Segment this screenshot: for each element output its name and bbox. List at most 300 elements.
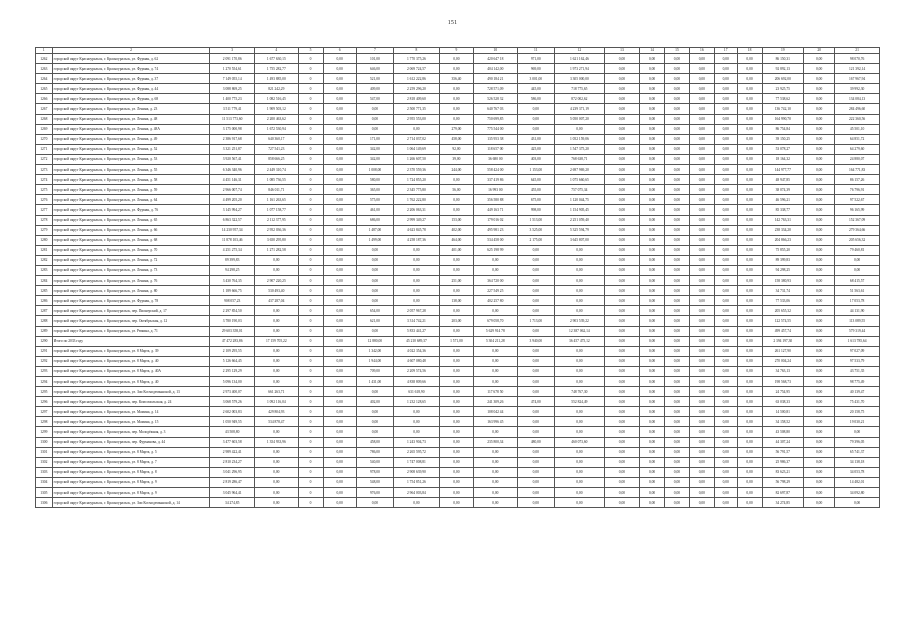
value-cell: 0,00 bbox=[664, 417, 689, 427]
address-cell: городской округ Красноуральск, г. Красноуральск, ул. Ленина, д. 55 bbox=[52, 165, 210, 175]
value-cell: 1 754 851,26 bbox=[394, 477, 440, 487]
column-header: 6 bbox=[323, 48, 356, 54]
value-cell: 0,00 bbox=[737, 84, 762, 94]
value-cell: 0,00 bbox=[356, 124, 393, 134]
value-cell: 0,00 bbox=[689, 205, 714, 215]
table-row bbox=[36, 104, 880, 114]
value-cell: 0,00 bbox=[356, 245, 393, 255]
value-cell: 94 298,25 bbox=[762, 265, 804, 275]
value-cell: 121 392,14 bbox=[835, 64, 880, 74]
value-cell: 79 460,81 bbox=[835, 245, 880, 255]
value-cell: 0,00 bbox=[604, 498, 639, 508]
row-number: 1275 bbox=[36, 185, 53, 195]
value-cell: 0,00 bbox=[474, 457, 518, 467]
value-cell: 0 bbox=[298, 54, 323, 64]
value-cell: 0,00 bbox=[517, 296, 554, 306]
value-cell: 0,00 bbox=[554, 407, 604, 417]
value-cell: 0,00 bbox=[664, 296, 689, 306]
column-header: 9 bbox=[439, 48, 473, 54]
value-cell: 0,00 bbox=[604, 467, 639, 477]
value-cell: 3 430 764,35 bbox=[210, 276, 255, 286]
value-cell: 0,00 bbox=[604, 134, 639, 144]
address-cell: городской округ Красноуральск, г. Красноуральск, ул. Мамина, д. 14 bbox=[52, 407, 210, 417]
address-cell: городской округ Красноуральск, г. Красноуральск, ул. Ленина, д. 52 bbox=[52, 144, 210, 154]
value-cell: 2 964 003,84 bbox=[394, 488, 440, 498]
value-cell: 0,00 bbox=[640, 104, 665, 114]
value-cell: 205 656,32 bbox=[835, 235, 880, 245]
value-cell: 0,00 bbox=[323, 397, 356, 407]
value-cell: 0,00 bbox=[323, 417, 356, 427]
value-cell: 0,00 bbox=[439, 407, 473, 417]
value-cell: 0 bbox=[298, 437, 323, 447]
value-cell: 455,00 bbox=[517, 185, 554, 195]
row-number: 1298 bbox=[36, 417, 53, 427]
row-number: 1263 bbox=[36, 64, 53, 74]
value-cell: 3 511 779,41 bbox=[210, 104, 255, 114]
value-cell: 404 142,00 bbox=[474, 64, 518, 74]
row-number: 1289 bbox=[36, 326, 53, 336]
value-cell: 0,00 bbox=[714, 336, 737, 346]
value-cell: 0 bbox=[298, 346, 323, 356]
value-cell: 364 720 00 bbox=[474, 276, 518, 286]
table-row bbox=[36, 417, 880, 427]
value-cell: 0,00 bbox=[640, 225, 665, 235]
value-cell: 0,00 bbox=[323, 467, 356, 477]
value-cell: 0 bbox=[298, 407, 323, 417]
value-cell: 0,00 bbox=[323, 134, 356, 144]
value-cell: 0,00 bbox=[517, 488, 554, 498]
address-cell: городской округ Красноуральск, г. Красноуральск, ул. Ленина, д. 58 bbox=[52, 175, 210, 185]
value-cell: 0,00 bbox=[714, 366, 737, 376]
value-cell: 0,00 bbox=[640, 366, 665, 376]
value-cell: 0,00 bbox=[689, 488, 714, 498]
value-cell: 530 493,40 bbox=[255, 286, 299, 296]
value-cell: 0,00 bbox=[737, 185, 762, 195]
value-cell: 0,00 bbox=[323, 457, 356, 467]
value-cell: 431,00 bbox=[517, 134, 554, 144]
value-cell: 0,00 bbox=[604, 165, 639, 175]
value-cell: 0,00 bbox=[323, 377, 356, 387]
value-cell: 495 981 23 bbox=[474, 225, 518, 235]
value-cell: 0,00 bbox=[640, 205, 665, 215]
address-cell: городской округ Красноуральск, г. Красноуральск, ул. Ленина, д. 23 bbox=[52, 104, 210, 114]
value-cell: 821 242,29 bbox=[255, 84, 299, 94]
table-body bbox=[36, 54, 880, 508]
address-cell: городской округ Красноуральск, г. Красноуральск, ул. Фурман, д. 44 bbox=[52, 84, 210, 94]
value-cell: 0,00 bbox=[604, 276, 639, 286]
value-cell: 0 bbox=[298, 165, 323, 175]
value-cell: 0,00 bbox=[737, 457, 762, 467]
value-cell: 0,00 bbox=[664, 195, 689, 205]
value-cell: 3 041 296,95 bbox=[210, 467, 255, 477]
value-cell: 490 184 21 bbox=[474, 74, 518, 84]
value-cell: 0,00 bbox=[689, 215, 714, 225]
address-cell: городской округ Красноуральск, г. Красноуральск, ул. Ленина, д. 66 bbox=[52, 225, 210, 235]
row-number: 1280 bbox=[36, 235, 53, 245]
value-cell: 0,00 bbox=[737, 235, 762, 245]
address-cell: городской округ Красноуральск, г. Красноуральск, пер. Комсомольская, д. 24 bbox=[52, 397, 210, 407]
value-cell: 0,00 bbox=[640, 316, 665, 326]
value-cell: 0,00 bbox=[640, 165, 665, 175]
value-cell: 5 126 664,45 bbox=[210, 356, 255, 366]
value-cell: 29 603 358,01 bbox=[210, 326, 255, 336]
value-cell: 0,00 bbox=[640, 336, 665, 346]
value-cell: 142 763,31 bbox=[762, 215, 804, 225]
value-cell: 0,00 bbox=[737, 488, 762, 498]
value-cell: 0,00 bbox=[640, 306, 665, 316]
value-cell: 0,00 bbox=[439, 94, 473, 104]
value-cell: 0,00 bbox=[689, 165, 714, 175]
table-row bbox=[36, 286, 880, 296]
value-cell: 97 027,09 bbox=[835, 346, 880, 356]
table-row bbox=[36, 296, 880, 306]
value-cell: 0,00 bbox=[804, 154, 835, 164]
value-cell: 0,00 bbox=[714, 64, 737, 74]
value-cell: 3 780 190,03 bbox=[210, 316, 255, 326]
value-cell: 775 544 00 bbox=[474, 124, 518, 134]
value-cell: 0,00 bbox=[664, 175, 689, 185]
value-cell: 0,00 bbox=[689, 84, 714, 94]
value-cell: 43 751,35 bbox=[835, 366, 880, 376]
value-cell: 0,00 bbox=[804, 54, 835, 64]
value-cell: 0,00 bbox=[394, 124, 440, 134]
value-cell: 0,00 bbox=[689, 447, 714, 457]
value-cell: 77 533,06 bbox=[762, 296, 804, 306]
value-cell: 645,00 bbox=[517, 175, 554, 185]
value-cell: 0,00 bbox=[394, 417, 440, 427]
value-cell: 134 084,13 bbox=[835, 94, 880, 104]
value-cell: 0,00 bbox=[804, 84, 835, 94]
value-cell: 1 271 282,58 bbox=[255, 245, 299, 255]
value-cell: 0,00 bbox=[604, 144, 639, 154]
value-cell: 1 909 503,12 bbox=[255, 104, 299, 114]
value-cell: 4 022 354,36 bbox=[394, 346, 440, 356]
value-cell: 0,00 bbox=[664, 407, 689, 417]
value-cell: 122 574,55 bbox=[762, 316, 804, 326]
value-cell: 206 692,00 bbox=[762, 74, 804, 84]
value-cell: 94 298,25 bbox=[210, 265, 255, 275]
value-cell: 144 977,77 bbox=[762, 165, 804, 175]
address-cell: городской округ Красноуральск, г. Красноуральск, ул. 8 Марта, д. 8 bbox=[52, 467, 210, 477]
value-cell: 85 338,77 bbox=[762, 205, 804, 215]
row-number: 1297 bbox=[36, 407, 53, 417]
value-cell: 279,00 bbox=[439, 124, 473, 134]
value-cell: 0,00 bbox=[517, 407, 554, 417]
value-cell: 0,00 bbox=[640, 417, 665, 427]
value-cell: 0,00 bbox=[439, 437, 473, 447]
value-cell: 0,00 bbox=[604, 154, 639, 164]
value-cell: 0,00 bbox=[474, 306, 518, 316]
value-cell: 621,00 bbox=[356, 316, 393, 326]
value-cell: 0,00 bbox=[517, 104, 554, 114]
value-cell: 0,00 bbox=[804, 316, 835, 326]
value-cell: 0,00 bbox=[640, 175, 665, 185]
value-cell: 575,00 bbox=[356, 195, 393, 205]
value-cell: 0,00 bbox=[439, 326, 473, 336]
value-cell: 0,00 bbox=[604, 397, 639, 407]
value-cell: 0,00 bbox=[804, 427, 835, 437]
value-cell: 0,00 bbox=[604, 417, 639, 427]
value-cell: 0,00 bbox=[640, 64, 665, 74]
value-cell: 1 755 282,77 bbox=[255, 64, 299, 74]
value-cell: 222 360,56 bbox=[835, 114, 880, 124]
value-cell: 0,00 bbox=[604, 286, 639, 296]
value-cell: 0,00 bbox=[804, 195, 835, 205]
value-cell: 0,00 bbox=[323, 296, 356, 306]
value-cell: 56 791,57 bbox=[762, 447, 804, 457]
row-number: 1302 bbox=[36, 457, 53, 467]
value-cell: 0,00 bbox=[737, 336, 762, 346]
value-cell: 0,00 bbox=[604, 225, 639, 235]
value-cell: 0,00 bbox=[323, 326, 356, 336]
value-cell: 2 903 539,22 bbox=[554, 316, 604, 326]
value-cell: 5 096 134,00 bbox=[210, 377, 255, 387]
value-cell: 0,00 bbox=[356, 498, 393, 508]
value-cell: 284 496,60 bbox=[835, 104, 880, 114]
value-cell: 5 304 211,28 bbox=[474, 336, 518, 346]
value-cell: 1 092 116,04 bbox=[255, 397, 299, 407]
value-cell: 0,00 bbox=[323, 74, 356, 84]
value-cell: 0,00 bbox=[356, 265, 393, 275]
value-cell: 0,00 bbox=[554, 447, 604, 457]
value-cell: 97 522,67 bbox=[835, 195, 880, 205]
value-cell: 0,00 bbox=[664, 64, 689, 74]
value-cell: 0,00 bbox=[640, 387, 665, 397]
value-cell: 0,00 bbox=[474, 265, 518, 275]
value-cell: 82 697,87 bbox=[762, 488, 804, 498]
table-row bbox=[36, 265, 880, 275]
value-cell: 0,00 bbox=[689, 346, 714, 356]
value-cell: 0,00 bbox=[714, 215, 737, 225]
value-cell: 34 763,13 bbox=[762, 366, 804, 376]
value-cell: 971,00 bbox=[517, 54, 554, 64]
value-cell: 34 138,18 bbox=[835, 457, 880, 467]
value-cell: 3 145 994,27 bbox=[210, 205, 255, 215]
value-cell: 0,00 bbox=[439, 54, 473, 64]
value-cell: 89 399,83 bbox=[210, 255, 255, 265]
value-cell: 0,00 bbox=[255, 366, 299, 376]
value-cell: 1 621 162,46 bbox=[554, 54, 604, 64]
value-cell: 0,00 bbox=[714, 265, 737, 275]
value-cell: 3 045 964,41 bbox=[210, 488, 255, 498]
value-cell: 548,00 bbox=[356, 477, 393, 487]
value-cell: 0,00 bbox=[255, 467, 299, 477]
table-row bbox=[36, 114, 880, 124]
value-cell: 0,00 bbox=[604, 74, 639, 84]
table-row bbox=[36, 245, 880, 255]
value-cell: 135 953 38 bbox=[474, 134, 518, 144]
value-cell: 0,00 bbox=[714, 397, 737, 407]
table-row bbox=[36, 215, 880, 225]
value-cell: 0,00 bbox=[604, 54, 639, 64]
value-cell: 0,00 bbox=[689, 74, 714, 84]
value-cell: 0,00 bbox=[439, 195, 473, 205]
value-cell: 0 bbox=[298, 377, 323, 387]
value-cell: 0 bbox=[298, 104, 323, 114]
value-cell: 0,00 bbox=[640, 477, 665, 487]
row-number: 1306 bbox=[36, 498, 53, 508]
value-cell: 0,00 bbox=[664, 154, 689, 164]
value-cell: 0,00 bbox=[439, 447, 473, 457]
value-cell: 631 618,90 bbox=[394, 387, 440, 397]
value-cell: 0,00 bbox=[737, 144, 762, 154]
value-cell: 0,00 bbox=[323, 245, 356, 255]
value-cell: 0,00 bbox=[664, 225, 689, 235]
value-cell: 0,00 bbox=[714, 235, 737, 245]
address-cell: городской округ Красноуральск, г. Красноуральск, ул. Фурман, д. 37 bbox=[52, 74, 210, 84]
value-cell: 0,00 bbox=[517, 265, 554, 275]
value-cell: 0,00 bbox=[356, 104, 393, 114]
value-cell: 0,00 bbox=[394, 296, 440, 306]
value-cell: 2 259 296,20 bbox=[394, 84, 440, 94]
value-cell: 0,00 bbox=[804, 114, 835, 124]
value-cell: 25 986,37 bbox=[762, 457, 804, 467]
value-cell: 0,00 bbox=[323, 255, 356, 265]
value-cell: 0 bbox=[298, 356, 323, 366]
value-cell: 0,00 bbox=[640, 286, 665, 296]
value-cell: 1 724 855,20 bbox=[394, 175, 440, 185]
value-cell: 1 342,00 bbox=[356, 346, 393, 356]
value-cell: 0,00 bbox=[323, 54, 356, 64]
value-cell: 0,00 bbox=[804, 215, 835, 225]
value-cell: 0,00 bbox=[640, 124, 665, 134]
value-cell: 2 908 639,90 bbox=[394, 467, 440, 477]
table-row bbox=[36, 94, 880, 104]
row-number: 1272 bbox=[36, 154, 53, 164]
total-row bbox=[36, 336, 880, 346]
value-cell: 0,00 bbox=[804, 124, 835, 134]
address-cell: городской округ Красноуральск, г. Красноуральск, ул. Фурман, д. 74 bbox=[52, 64, 210, 74]
value-cell: 2 295 129,29 bbox=[210, 366, 255, 376]
value-cell: 0,00 bbox=[439, 417, 473, 427]
value-cell: 0 bbox=[298, 326, 323, 336]
value-cell: 0,00 bbox=[323, 175, 356, 185]
row-number: 1264 bbox=[36, 74, 53, 84]
value-cell: 0,00 bbox=[604, 427, 639, 437]
value-cell: 0,00 bbox=[517, 286, 554, 296]
value-cell: 0,00 bbox=[255, 255, 299, 265]
value-cell: 402 257 80 bbox=[474, 296, 518, 306]
value-cell: 0,00 bbox=[664, 144, 689, 154]
value-cell: 0,00 bbox=[323, 94, 356, 104]
value-cell: 0,00 bbox=[394, 286, 440, 296]
value-cell: 0,00 bbox=[517, 467, 554, 477]
value-cell: 3 940,00 bbox=[517, 336, 554, 346]
value-cell: 1 431,00 bbox=[356, 377, 393, 387]
value-cell: 1 354 933,96 bbox=[255, 437, 299, 447]
value-cell: 4 499 205,20 bbox=[210, 195, 255, 205]
value-cell: 686,00 bbox=[356, 215, 393, 225]
value-cell: 1 487,00 bbox=[356, 225, 393, 235]
value-cell: 0,00 bbox=[689, 467, 714, 477]
value-cell: 0 bbox=[298, 64, 323, 74]
value-cell: 98 775,49 bbox=[835, 377, 880, 387]
value-cell: 0 bbox=[298, 114, 323, 124]
value-cell: 204 866,23 bbox=[762, 235, 804, 245]
value-cell: 0,00 bbox=[356, 326, 393, 336]
column-header: 13 bbox=[604, 48, 639, 54]
row-number: 1291 bbox=[36, 346, 53, 356]
value-cell: 0,00 bbox=[835, 255, 880, 265]
value-cell: 0,00 bbox=[737, 124, 762, 134]
row-number: 1262 bbox=[36, 54, 53, 64]
value-cell: 6 863 322,57 bbox=[210, 215, 255, 225]
value-cell: 1 571,00 bbox=[439, 336, 473, 346]
value-cell: 0,00 bbox=[554, 245, 604, 255]
value-cell: 44 307,24 bbox=[762, 437, 804, 447]
value-cell: 0,00 bbox=[664, 427, 689, 437]
value-cell: 0,00 bbox=[439, 427, 473, 437]
value-cell: 3 068 579,26 bbox=[210, 397, 255, 407]
value-cell: 1 232 128,65 bbox=[394, 397, 440, 407]
value-cell: 480,00 bbox=[517, 437, 554, 447]
value-cell: 0,00 bbox=[323, 437, 356, 447]
value-cell: 0,00 bbox=[640, 114, 665, 124]
value-cell: 998,00 bbox=[517, 205, 554, 215]
total-label: Итого по 2033 году bbox=[52, 336, 210, 346]
value-cell: 0,00 bbox=[604, 477, 639, 487]
value-cell: 0,00 bbox=[664, 54, 689, 64]
value-cell: 0,00 bbox=[804, 276, 835, 286]
column-header: 15 bbox=[664, 48, 689, 54]
value-cell: 0,00 bbox=[714, 225, 737, 235]
value-cell: 750 699,85 bbox=[474, 114, 518, 124]
value-cell: 0,00 bbox=[689, 306, 714, 316]
value-cell: 978,00 bbox=[356, 467, 393, 477]
address-cell: городской округ Красноуральск, г. Красноуральск, пер. Молодёжная, д. 3 bbox=[52, 427, 210, 437]
value-cell: 0,00 bbox=[737, 245, 762, 255]
value-cell: 0,00 bbox=[689, 245, 714, 255]
value-cell: 1 052 159,06 bbox=[554, 134, 604, 144]
value-cell: 0,00 bbox=[255, 477, 299, 487]
value-cell: 0,00 bbox=[804, 356, 835, 366]
value-cell: 113 089,55 bbox=[835, 316, 880, 326]
value-cell: 48 947,85 bbox=[762, 175, 804, 185]
value-cell: 0,00 bbox=[714, 377, 737, 387]
value-cell: 0,00 bbox=[737, 286, 762, 296]
value-cell: 0,00 bbox=[664, 498, 689, 508]
value-cell: 0,00 bbox=[689, 114, 714, 124]
value-cell: 0,00 bbox=[356, 417, 393, 427]
value-cell: 0,00 bbox=[664, 265, 689, 275]
value-cell: 24 880,07 bbox=[835, 154, 880, 164]
value-cell: 0,00 bbox=[804, 457, 835, 467]
value-cell: 2 109 295,55 bbox=[210, 346, 255, 356]
value-cell: 0,00 bbox=[737, 427, 762, 437]
value-cell: 540,00 bbox=[356, 457, 393, 467]
value-cell: 45 210 689,37 bbox=[394, 336, 440, 346]
value-cell: 547,00 bbox=[356, 94, 393, 104]
value-cell: 0,00 bbox=[804, 397, 835, 407]
value-cell: 461,00 bbox=[356, 205, 393, 215]
address-cell: городской округ Красноуральск, г. Красноуральск, ул. Ленина, д. 72 bbox=[52, 255, 210, 265]
value-cell: 279 364,66 bbox=[835, 225, 880, 235]
value-cell: 5 833 441,27 bbox=[394, 326, 440, 336]
value-cell: 0,00 bbox=[474, 488, 518, 498]
value-cell: 0,00 bbox=[604, 114, 639, 124]
value-cell: 3 645 807,00 bbox=[554, 235, 604, 245]
value-cell: 0,00 bbox=[255, 265, 299, 275]
value-cell: 1 713,00 bbox=[517, 316, 554, 326]
value-cell: 0,00 bbox=[640, 134, 665, 144]
value-cell: 0,00 bbox=[439, 387, 473, 397]
value-cell: 0,00 bbox=[689, 195, 714, 205]
column-header: 17 bbox=[714, 48, 737, 54]
value-cell: 92 892,13 bbox=[762, 64, 804, 74]
value-cell: 34 274,85 bbox=[210, 498, 255, 508]
value-cell: 36 680 00 bbox=[474, 154, 518, 164]
value-cell: 0,00 bbox=[323, 265, 356, 275]
